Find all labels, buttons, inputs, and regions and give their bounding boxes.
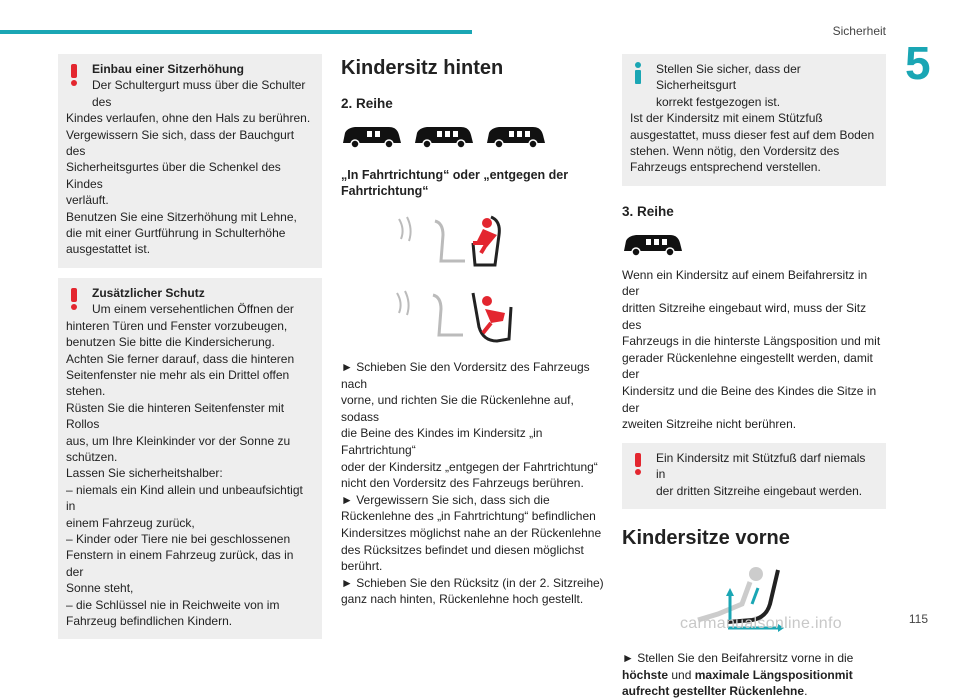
text: .: [804, 684, 808, 699]
warning-line: Seitenfenster nie mehr als ein Drittel offen: [66, 367, 290, 382]
section-title: Kindersitze vorne: [622, 527, 790, 549]
instruction-line: berührt.: [341, 559, 383, 574]
page-number: 115: [908, 612, 928, 626]
section-title: Kindersitz hinten: [341, 57, 504, 79]
instruction-line: [622, 683, 886, 700]
column-left: [58, 54, 322, 649]
bold-text: höchste: [622, 667, 669, 682]
info-line: Ist der Kindersitz mit einem Stützfuß: [630, 111, 823, 126]
vehicle-seating-diagram: [341, 123, 605, 149]
instruction-line: vorne, und richten Sie die Rückenlehne auf, sodass: [341, 393, 574, 424]
warning-box-support-leg: [622, 443, 886, 509]
child-seat-icon: [387, 213, 517, 275]
warning-line: hinteren Türen und Fenster vorzubeugen,: [66, 318, 288, 333]
warning-line: verläuft.: [66, 193, 109, 208]
warning-line: schützen.: [66, 449, 118, 464]
info-line: korrekt festgezogen ist.: [656, 94, 781, 109]
warning-line: ausgestattet ist.: [66, 242, 151, 257]
info-line: Stellen Sie sicher, dass der Sicherheitsgurt: [656, 62, 801, 93]
vehicle-seating-icon: [622, 231, 684, 257]
watermark: carmanualsonline.info: [680, 615, 842, 632]
vehicle-seating-icon: [485, 123, 547, 149]
chapter-number: 5: [905, 37, 931, 89]
instruction-line: ► Schieben Sie den Vordersitz des Fahrzeugs nach: [341, 360, 590, 391]
warning-line: Vergewissern Sie sich, dass der Bauchgurt des: [66, 127, 295, 159]
instruction-line: Wenn ein Kindersitz auf einem Beifahrersitz in der: [622, 267, 868, 299]
column-middle: [341, 54, 605, 608]
bold-text: aufrecht gestellter Rückenlehne: [622, 684, 805, 699]
instruction-line: Kindersitzes möglichst nahe an der Rückenlehne: [341, 525, 602, 540]
warning-title: Zusätzlicher Schutz: [92, 285, 205, 300]
instruction-line: die Beine des Kindes im Kindersitz „in Fahrtrichtung“: [341, 426, 543, 457]
instruction-line: Rückenlehne des „in Fahrtrichtung“ befindlichen: [341, 509, 596, 524]
bold-text: maximale Längspositionmit: [694, 667, 853, 682]
warning-line: einem Fahrzeug zurück,: [66, 515, 195, 530]
instruction-line: oder der Kindersitz „entgegen der Fahrtrichtung“: [341, 459, 598, 474]
warning-line: Achten Sie ferner darauf, dass die hinteren: [66, 351, 295, 366]
direction-heading: „In Fahrtrichtung“ oder „entgegen der Fahrtrichtung“: [341, 168, 569, 198]
subsection-title: 3. Reihe: [622, 203, 674, 219]
warning-line: Ein Kindersitz mit Stützfuß darf niemals in: [656, 450, 866, 482]
instruction-line: ► Stellen Sie den Beifahrersitz vorne in die: [622, 651, 854, 665]
warning-line: Lassen Sie sicherheitshalber:: [66, 466, 223, 481]
warning-line: Fenstern in einem Fahrzeug zurück, das in der: [66, 548, 294, 579]
warning-line: Sicherheitsgurtes über die Schenkel des Kindes: [66, 160, 281, 191]
child-seat-diagrams: [387, 213, 605, 349]
warning-title: Einbau einer Sitzerhöhung: [92, 62, 245, 76]
instruction-line: [622, 667, 886, 684]
info-line: Fahrzeugs entsprechend verstellen.: [630, 160, 821, 175]
instruction-line: gerader Rückenlehne eingestellt werden, damit der: [622, 350, 873, 382]
warning-icon: [71, 64, 77, 86]
warning-icon: [71, 288, 77, 310]
info-icon: [634, 62, 642, 84]
warning-line: Um einem versehentlichen Öffnen der: [92, 302, 294, 317]
warning-line: die mit einer Gurtführung in Schulterhöhe: [66, 226, 286, 241]
warning-line: Benutzen Sie eine Sitzerhöhung mit Lehne,: [66, 209, 297, 224]
instruction-line: nicht den Vordersitz des Fahrzeugs berühren.: [341, 476, 584, 491]
warning-line: Sonne steht,: [66, 581, 134, 596]
warning-icon: [635, 453, 641, 475]
vehicle-seating-icon: [413, 123, 475, 149]
warning-line: Fahrzeug befindlichen Kindern.: [66, 614, 233, 628]
instruction-line: Fahrzeugs in die hinterste Längsposition und mit: [622, 334, 881, 349]
warning-line: Der Schultergurt muss über die Schulter des: [92, 78, 306, 109]
instruction-line: zweiten Sitzreihe nicht berühren.: [622, 417, 797, 432]
column-right: [622, 54, 886, 700]
instruction-line: dritten Sitzreihe eingebaut wird, muss der Sitz des: [622, 301, 867, 332]
warning-line: Rüsten Sie die hinteren Seitenfenster mit Rollos: [66, 400, 285, 432]
instruction-line: ► Vergewissern Sie sich, dass sich die: [341, 492, 550, 507]
warning-line: benutzen Sie bitte die Kindersicherung.: [66, 335, 275, 350]
subsection-title: 2. Reihe: [341, 96, 393, 111]
warning-line: stehen.: [66, 384, 106, 399]
instructions-row2: [341, 359, 605, 608]
child-seat-icon: [387, 287, 517, 349]
vehicle-seating-diagram: [622, 231, 886, 257]
section-name: Sicherheit: [832, 24, 886, 38]
vehicle-seating-icon: [341, 123, 403, 149]
warning-line: aus, um Ihre Kleinkinder vor der Sonne zu: [66, 433, 291, 448]
warning-line: Kindes verlaufen, ohne den Hals zu berühren.: [66, 111, 311, 126]
instruction-line: ► Schieben Sie den Rücksitz (in der 2. Sitzreihe): [341, 575, 604, 590]
instruction-line: des Rücksitzes befindet und diesen möglichst: [341, 542, 584, 557]
warning-box-protection: [58, 278, 322, 640]
instructions-row3: [622, 267, 886, 433]
warning-line: – die Schlüssel nie in Reichweite von im: [66, 597, 280, 612]
warning-box-booster: [58, 54, 322, 268]
warning-line: – niemals ein Kind allein und unbeaufsichtigt in: [66, 482, 303, 514]
warning-line: – Kinder oder Tiere nie bei geschlossenen: [66, 531, 291, 546]
instruction-line: ganz nach hinten, Rückenlehne hoch gestellt.: [341, 592, 584, 607]
text: und: [668, 667, 695, 682]
info-box-seatbelt: [622, 54, 886, 186]
info-line: stehen. Wenn nötig, den Vordersitz des: [630, 144, 840, 159]
info-line: ausgestattet, muss dieser fest auf dem Boden: [630, 127, 875, 142]
warning-line: der dritten Sitzreihe eingebaut werden.: [656, 483, 863, 498]
instructions-front: [622, 650, 886, 700]
header-accent-bar: [0, 30, 472, 34]
instruction-line: Kindersitz und die Beine des Kindes die Sitze in der: [622, 384, 877, 415]
